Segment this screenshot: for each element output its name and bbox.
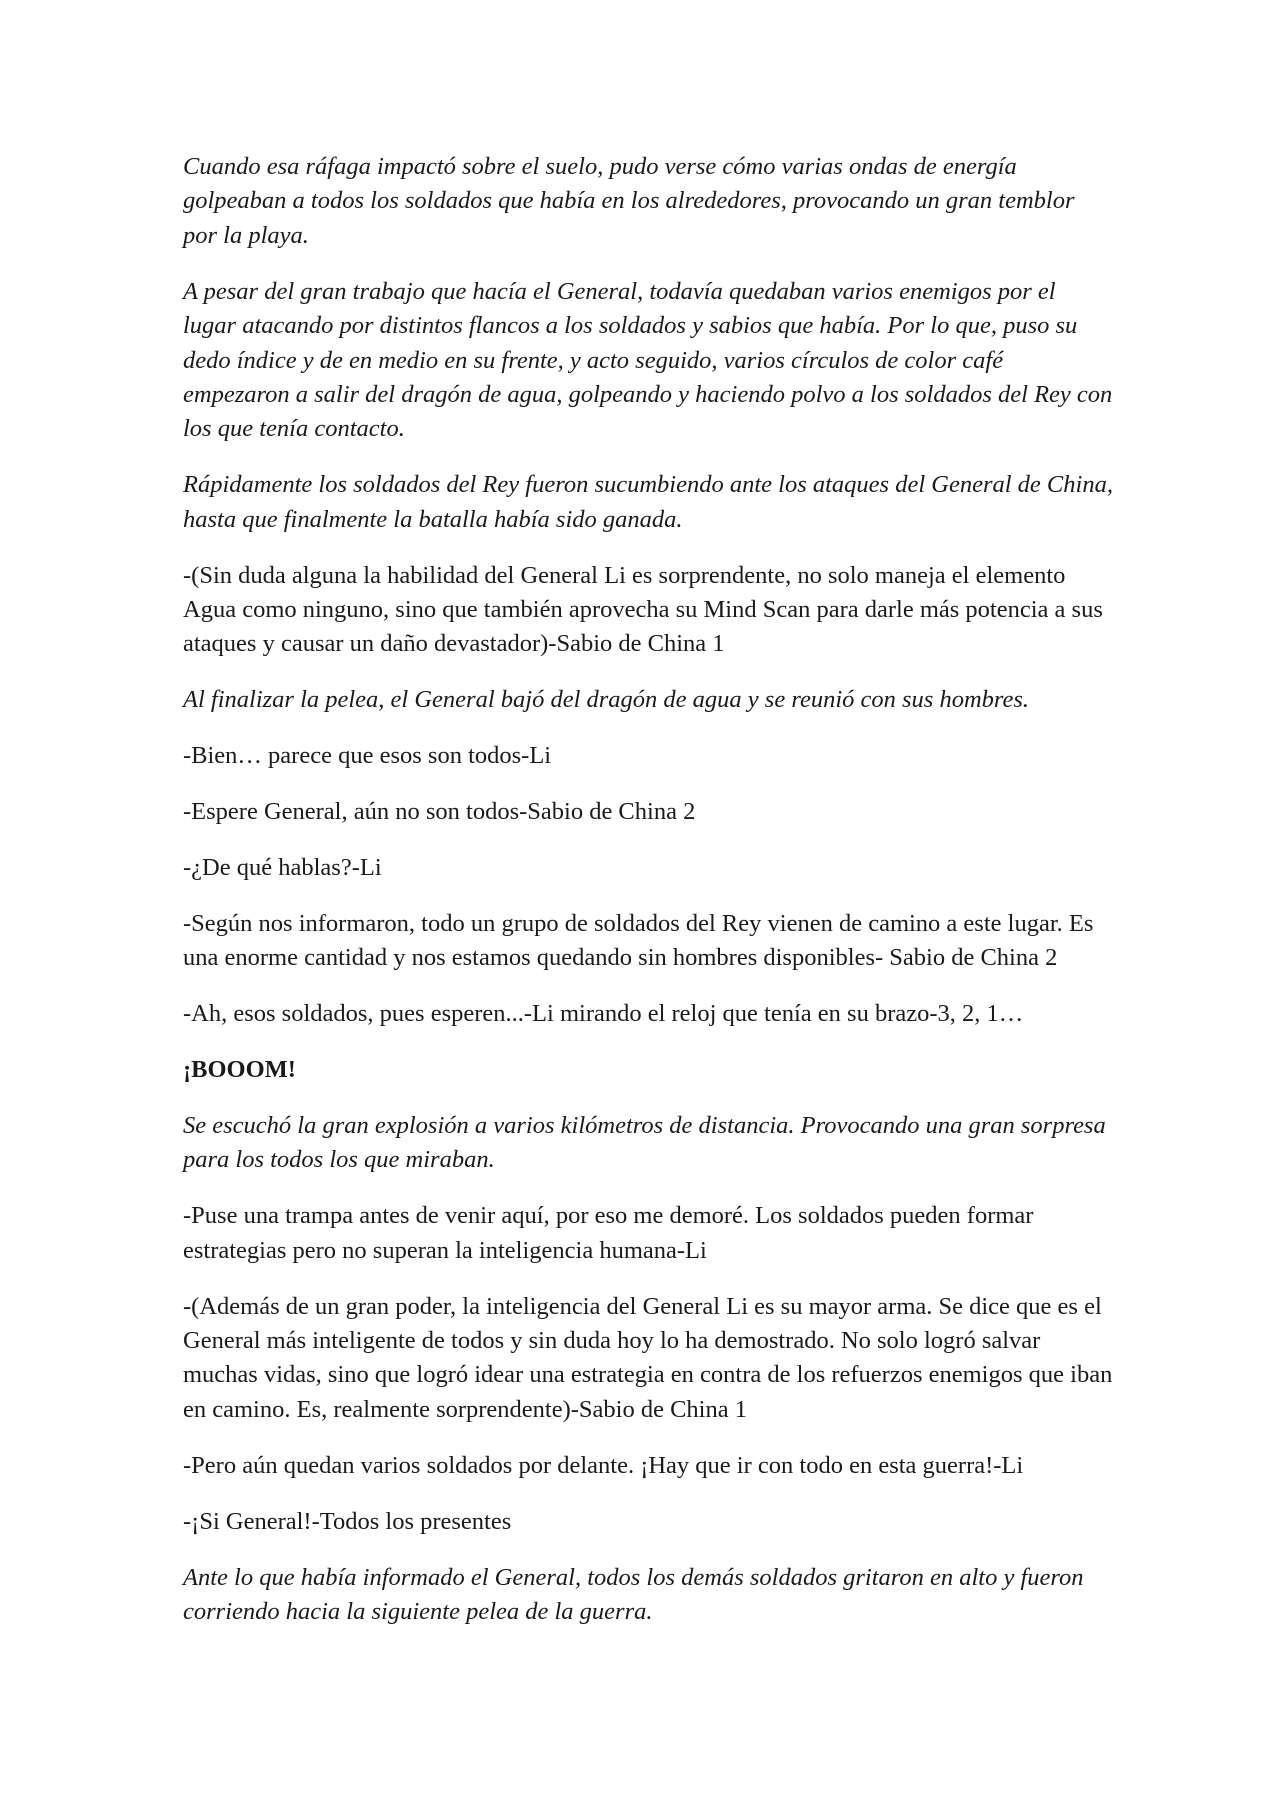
sound-effect-heading: ¡BOOOM!: [183, 1056, 296, 1084]
dialogue-paragraph: -Ah, esos soldados, pues esperen...-Li mirando el reloj que tenía en su brazo-3, 2, 1…: [183, 1000, 1024, 1028]
narration-paragraph: Rápidamente los soldados del Rey fueron sucumbiendo ante los ataques del General de China, hasta que finalmente la batalla había sido ganada.: [183, 471, 1113, 533]
narration-paragraph: A pesar del gran trabajo que hacía el General, todavía quedaban varios enemigos por el lugar atacando por distintos flancos a los soldados y sabios que había. Por lo que, puso su dedo índice y de en medio en su frente, y acto seguido, varios círculos de color café empezaron a salir del dragón de agua, golpeando y haciendo polvo a los soldados del Rey con los que tenía contacto.: [183, 277, 1113, 443]
dialogue-paragraph: -¡Si General!-Todos los presentes: [183, 1507, 512, 1535]
dialogue-paragraph: -¿De qué hablas?-Li: [183, 854, 382, 881]
narration-paragraph: Ante lo que había informado el General, todos los demás soldados gritaron en alto y fueron corriendo hacia la siguiente pelea de la guerra.: [183, 1563, 1084, 1625]
dialogue-paragraph: -Puse una trampa antes de venir aquí, por eso me demoré. Los soldados pueden formar estrategias pero no superan la inteligencia humana-Li: [183, 1202, 1034, 1264]
dialogue-paragraph: -(Sin duda alguna la habilidad del General Li es sorprendente, no solo maneja el elemento Agua como ninguno, sino que también aprovecha su Mind Scan para darle más potencia a sus ataques y causar un daño devastador)-Sabio de China 1: [183, 561, 1103, 658]
dialogue-paragraph: -Según nos informaron, todo un grupo de soldados del Rey vienen de camino a este lugar. Es una enorme cantidad y nos estamos quedando sin hombres disponibles- Sabio de China 2: [183, 909, 1094, 972]
dialogue-paragraph: -Pero aún quedan varios soldados por delante. ¡Hay que ir con todo en esta guerra!-Li: [183, 1451, 1024, 1479]
document-body: [183, 150, 1113, 1651]
dialogue-paragraph: -Bien… parece que esos son todos-Li: [183, 742, 552, 770]
dialogue-paragraph: -Espere General, aún no son todos-Sabio de China 2: [183, 798, 696, 826]
dialogue-paragraph: -(Además de un gran poder, la inteligencia del General Li es su mayor arma. Se dice que es el General más inteligente de todos y sin duda hoy lo ha demostrado. No solo logró salvar muchas vidas, sino que logró idear una estrategia en contra de los refuerzos enemigos que iban en camino. Es, realmente sorprendente)-Sabio de China 1: [183, 1292, 1113, 1423]
narration-paragraph: Al finalizar la pelea, el General bajó del dragón de agua y se reunió con sus hombres.: [183, 686, 1030, 714]
narration-paragraph: Cuando esa ráfaga impactó sobre el suelo, pudo verse cómo varias ondas de energía golpeaban a todos los soldados que había en los alrededores, provocando un gran temblor por la playa.: [183, 153, 1075, 249]
narration-paragraph: Se escuchó la gran explosión a varios kilómetros de distancia. Provocando una gran sorpresa para los todos los que miraban.: [183, 1112, 1106, 1174]
